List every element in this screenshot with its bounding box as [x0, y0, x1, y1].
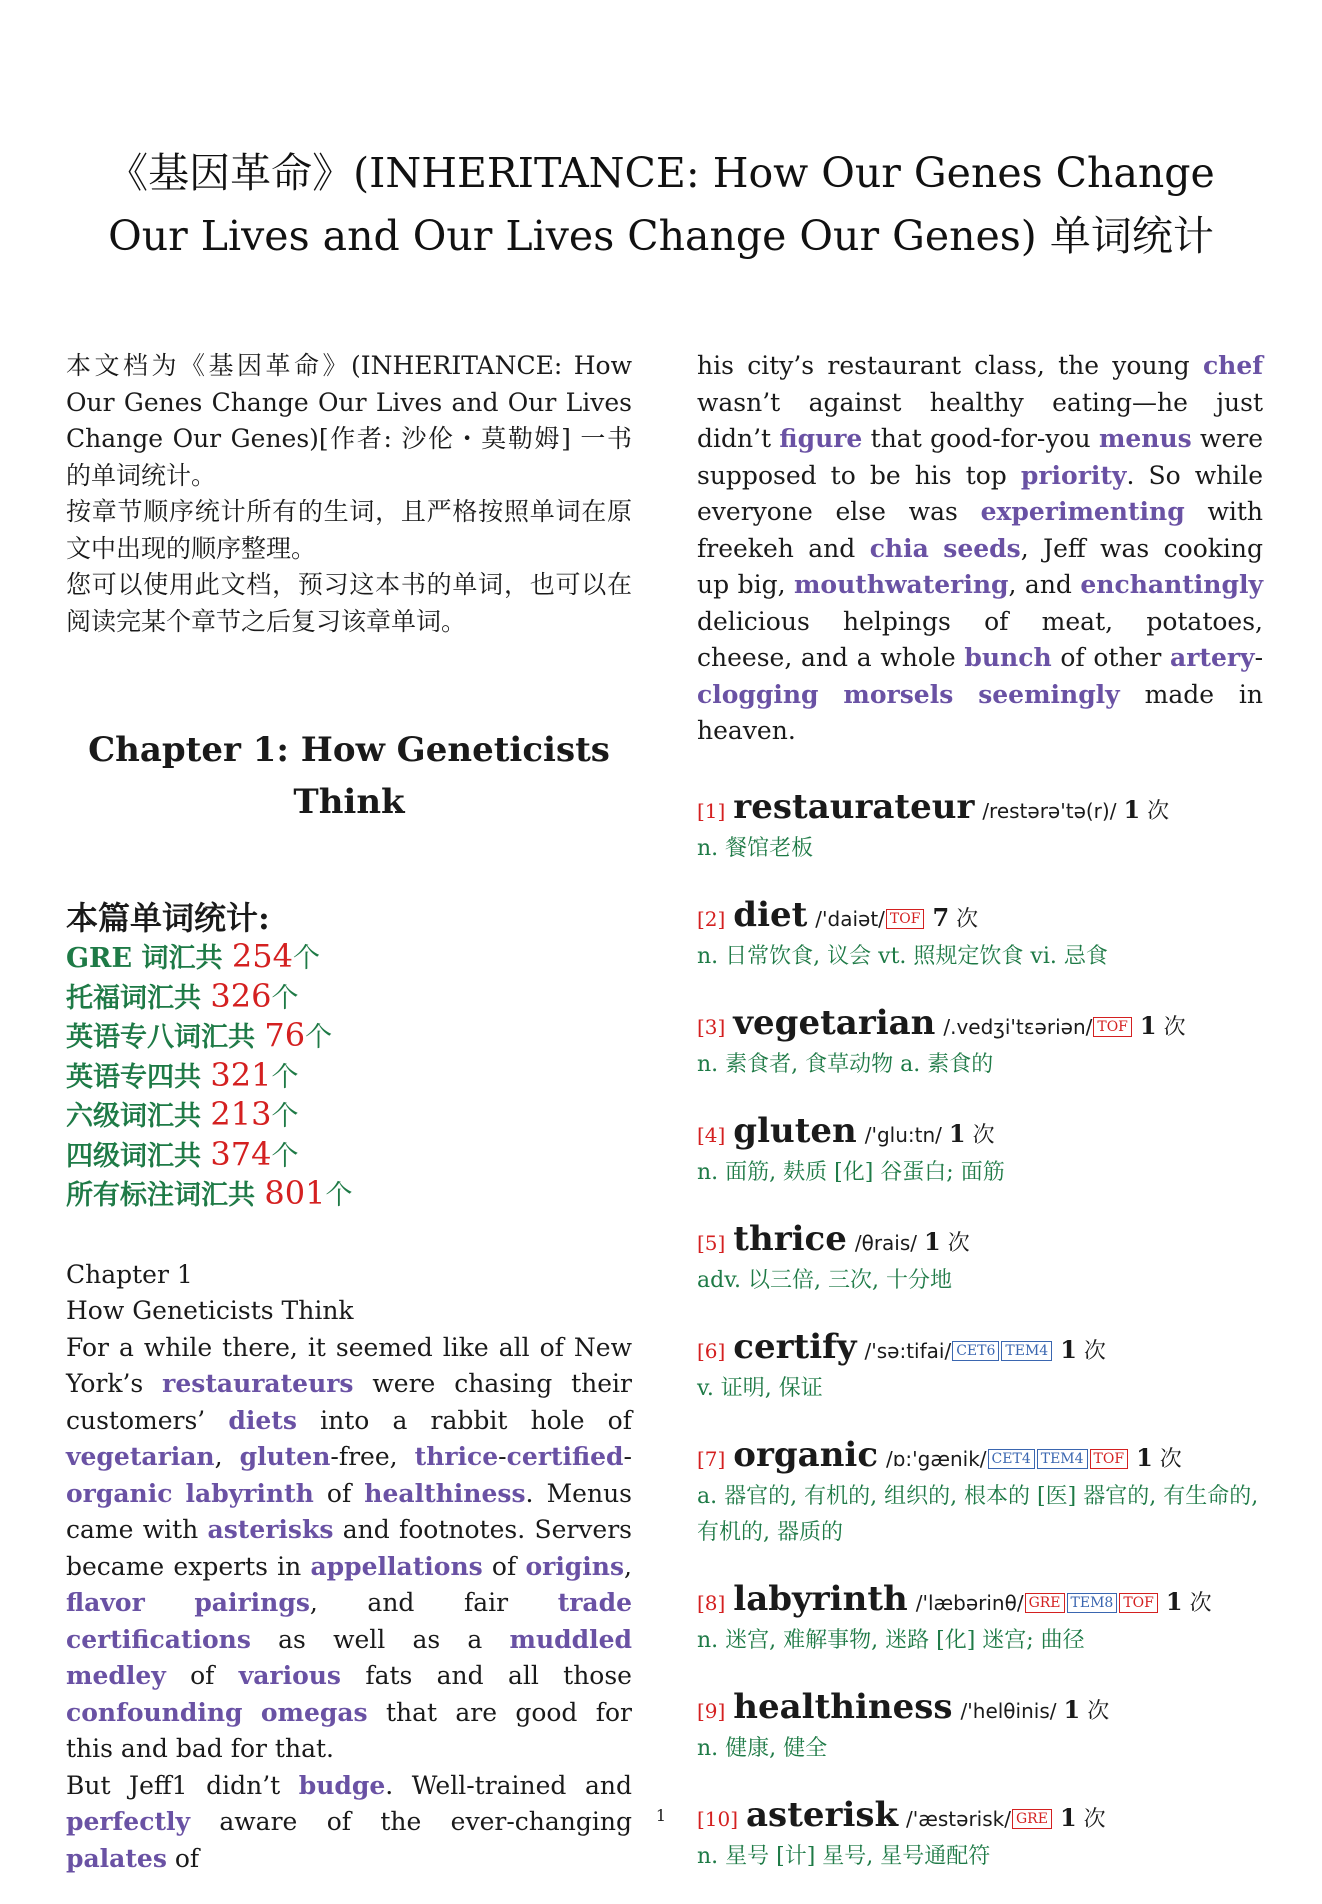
entry-phonetic: /restərə'tə(r)/ [982, 798, 1117, 823]
page-number: 1 [655, 1806, 667, 1825]
text-run: - [623, 1442, 632, 1471]
stats-row [66, 1096, 632, 1136]
vocab-word: asterisks [207, 1515, 334, 1544]
stats-row [66, 978, 632, 1018]
entry-count-unit: 次 [1189, 1590, 1212, 1616]
text-run: were chasing their customers’ [66, 1369, 632, 1435]
chapter-subtitle: How Geneticists Think [66, 1296, 354, 1325]
text-run: , [214, 1442, 240, 1471]
stats-count: 254 [231, 937, 293, 975]
stats-unit: 个 [271, 1101, 299, 1132]
entry-count-unit: 次 [1087, 1698, 1110, 1724]
vocab-word: priority [1020, 460, 1127, 490]
text-run [145, 1588, 195, 1617]
entry-phonetic: /'daiət/ [815, 906, 885, 931]
entry-phonetic: /'æstərisk/ [906, 1806, 1011, 1831]
entry-count-unit: 次 [1163, 1014, 1186, 1040]
vocab-word: various [238, 1661, 342, 1690]
entry-index: [9] [697, 1698, 726, 1723]
entry-word: labyrinth [733, 1578, 908, 1619]
vocabulary-list [697, 788, 1263, 1875]
text-run: of [313, 1478, 365, 1508]
entry-word: asterisk [746, 1794, 899, 1835]
entry-definition: n. 面筋, 麸质 [化] 谷蛋白; 面筋 [697, 1159, 1005, 1185]
text-run: of other [1051, 643, 1171, 672]
text-run: his city’s restaurant class, the young [697, 351, 1203, 380]
text-run: - [498, 1442, 507, 1471]
vocab-word: labyrinth [185, 1478, 314, 1508]
entry-head [697, 1580, 1263, 1623]
stats-label: 英语专四共 [66, 1061, 211, 1093]
text-run: , [624, 1551, 632, 1581]
entry-definition: n. 素食者, 食草动物 a. 素食的 [697, 1051, 994, 1077]
stats-label: 英语专八词汇共 [66, 1022, 265, 1053]
entry-count-unit: 次 [1083, 1806, 1106, 1832]
entry-count-number: 7 [932, 902, 950, 932]
entry-word: diet [733, 894, 808, 935]
vocab-word: figure [779, 424, 863, 453]
vocab-entry [697, 1112, 1263, 1191]
vocab-word: menus [1098, 424, 1192, 453]
vocab-word: bunch [964, 643, 1052, 672]
stats-row [66, 938, 632, 978]
entry-count-number: 1 [1060, 1334, 1077, 1364]
exam-tag: TOF [1090, 1449, 1129, 1469]
entry-phonetic: /ɒ:'gænik/ [885, 1446, 987, 1471]
chapter-text [66, 1257, 632, 1878]
entry-count [1116, 794, 1170, 824]
stats-unit: 个 [271, 982, 299, 1014]
exam-tag: TEM4 [1001, 1341, 1052, 1361]
entry-head [697, 896, 1263, 939]
text-run: . Well-trained and [385, 1770, 632, 1800]
entry-index: [8] [697, 1590, 726, 1615]
vocab-word: appellations [310, 1551, 483, 1581]
vocab-word: mouthwatering [793, 570, 1009, 599]
entry-word: healthiness [733, 1686, 953, 1727]
stats-label: 四级词汇共 [66, 1140, 211, 1172]
text-run: with freekeh and [697, 497, 1263, 563]
exam-tag: GRE [1025, 1593, 1065, 1613]
exam-tag: TOF [886, 909, 925, 929]
entry-head [697, 1688, 1263, 1731]
text-run: , and [1008, 570, 1081, 599]
text-paragraph-continued [697, 348, 1263, 750]
exam-tag: TEM4 [1037, 1449, 1088, 1469]
stats-count: 213 [210, 1095, 272, 1133]
stats-count: 76 [264, 1016, 306, 1054]
stats-row [66, 1017, 632, 1057]
text-run: , Jeff was cooking up big, [697, 533, 1263, 599]
text-paragraph [66, 1330, 632, 1768]
entry-count [1057, 1694, 1110, 1724]
vocab-word: morsels [843, 679, 954, 709]
entry-count-unit: 次 [947, 1230, 970, 1256]
stats-label: 六级词汇共 [66, 1101, 211, 1132]
text-run: that are good for this and bad for that. [66, 1697, 633, 1763]
entry-count [925, 902, 979, 932]
entry-phonetic: /'helθinis/ [960, 1698, 1057, 1723]
entry-head [697, 1004, 1263, 1047]
stats-label: 托福词汇共 [66, 982, 211, 1014]
entry-count-unit: 次 [1083, 1338, 1106, 1364]
stats-row [66, 1057, 632, 1097]
text-run: that good-for-you [862, 424, 1099, 453]
stats-row [66, 1136, 632, 1176]
entry-count-unit: 次 [956, 906, 979, 932]
stats-count: 374 [210, 1134, 272, 1173]
stats-unit: 个 [271, 1140, 299, 1172]
exam-tag: CET4 [988, 1449, 1035, 1469]
entry-count-number: 1 [1165, 1586, 1183, 1616]
left-column [66, 348, 632, 1877]
text-run: of [482, 1551, 526, 1581]
entry-phonetic: /'læbərinθ/ [915, 1590, 1024, 1615]
entry-index: [10] [697, 1806, 739, 1831]
stats-count: 321 [210, 1055, 272, 1094]
text-run: fats and all those [341, 1661, 632, 1690]
entry-index: [7] [697, 1446, 726, 1471]
entry-count [942, 1118, 995, 1148]
entry-head [697, 788, 1263, 831]
vocab-word: artery [1170, 643, 1255, 672]
document-title: 《基因革命》(INHERITANCE: How Our Genes Change Our Lives and Our Lives Change Our Genes) 单词统计 [107, 149, 1215, 260]
stats-unit: 个 [271, 1061, 299, 1093]
vocab-word: origins [525, 1551, 625, 1581]
text-run: were supposed to be his top [697, 424, 1263, 490]
text-run [243, 1698, 261, 1727]
vocab-word: certifications [66, 1624, 251, 1654]
text-run: -free, [330, 1442, 415, 1471]
text-run: and footnotes. Servers became experts in [66, 1515, 633, 1581]
vocab-word: seemingly [978, 679, 1120, 709]
text-run [172, 1479, 185, 1508]
entry-count-number: 1 [1136, 1442, 1153, 1472]
text-run: wasn’t against healthy eating—he just didn’t [697, 387, 1263, 453]
entry-count-number: 1 [948, 1118, 966, 1148]
exam-tag: GRE [1012, 1809, 1052, 1829]
entry-definition: a. 器官的, 有机的, 组织的, 根本的 [医] 器官的, 有生命的, 有机的, 器质的 [697, 1483, 1259, 1545]
vocab-word: omegas [260, 1697, 368, 1727]
vocab-word: gluten [239, 1442, 331, 1471]
entry-count [1159, 1586, 1212, 1616]
vocab-word: diets [228, 1405, 297, 1435]
vocab-entry [697, 1436, 1263, 1551]
entry-count [1129, 1442, 1182, 1472]
intro-section [66, 348, 632, 640]
entry-definition: n. 迷宫, 难解事物, 迷路 [化] 迷宫; 曲径 [697, 1627, 1085, 1653]
entry-definition: n. 星号 [计] 星号, 星号通配符 [697, 1843, 991, 1869]
text-run: But Jeff1 didn’t [66, 1770, 299, 1800]
entry-index: [3] [697, 1014, 726, 1039]
vocab-word: budge [298, 1770, 386, 1800]
entry-head [697, 1328, 1263, 1371]
vocab-word: seeds [943, 533, 1021, 563]
entry-definition: adv. 以三倍, 三次, 十分地 [697, 1267, 952, 1293]
text-run: into a rabbit hole of [296, 1405, 632, 1435]
vocab-word: clogging [697, 679, 819, 709]
text-run: - [1254, 643, 1264, 672]
entry-phonetic: /θrais/ [854, 1230, 918, 1255]
entry-definition: n. 健康, 健全 [697, 1735, 828, 1761]
stats-count: 326 [210, 976, 272, 1015]
stats-count: 801 [264, 1174, 326, 1212]
vocab-word: muddled [509, 1624, 632, 1654]
text-run: delicious helpings of meat, potatoes, cheese, and a whole [697, 606, 1263, 672]
vocab-word: medley [66, 1661, 166, 1690]
exam-tag: TOF [1119, 1593, 1158, 1613]
entry-head [697, 1220, 1263, 1263]
intro-paragraph: 您可以使用此文档，预习这本书的单词，也可以在阅读完某个章节之后复习该章单词。 [66, 570, 632, 636]
entry-word: organic [733, 1434, 879, 1475]
vocab-word: confounding [66, 1697, 243, 1727]
vocab-word: experimenting [980, 497, 1185, 526]
vocab-entry [697, 1220, 1263, 1299]
vocab-entry [697, 788, 1263, 867]
vocab-word: flavor [66, 1588, 145, 1617]
intro-paragraph: 按章节顺序统计所有的生词，且严格按照单词在原文中出现的顺序整理。 [66, 497, 632, 563]
text-run: , and fair [309, 1588, 558, 1617]
stats-label: 所有标注词汇共 [66, 1180, 265, 1211]
vocab-entry [697, 1580, 1263, 1659]
chapter-label: Chapter 1 [66, 1259, 193, 1289]
right-column [697, 348, 1263, 1904]
entry-word: vegetarian [733, 1002, 936, 1043]
entry-count-number: 1 [1123, 794, 1141, 824]
entry-index: [5] [697, 1230, 726, 1255]
text-run: . So while everyone else was [697, 460, 1263, 526]
stats-title: 本篇单词统计: [66, 899, 270, 937]
stats-row [66, 1175, 632, 1215]
entry-count-number: 1 [924, 1226, 941, 1256]
exam-tag: TOF [1093, 1017, 1132, 1037]
entry-count [917, 1226, 970, 1256]
text-run: of [165, 1661, 239, 1690]
text-run [929, 534, 943, 563]
vocab-word: healthiness [364, 1478, 526, 1508]
entry-head [697, 1436, 1263, 1479]
stats-unit: 个 [305, 1022, 333, 1053]
stats-list [66, 938, 632, 1215]
vocab-word: trade [557, 1588, 632, 1617]
entry-count [1053, 1334, 1106, 1364]
vocab-word: chia [869, 533, 929, 563]
chapter-heading: Chapter 1: How Geneticists Think [88, 730, 610, 822]
stats-unit: 个 [325, 1180, 353, 1211]
entry-word: restaurateur [733, 786, 975, 827]
vocab-entry [697, 1688, 1263, 1767]
entry-count [1133, 1010, 1186, 1040]
stats-label: GRE 词汇共 [66, 943, 232, 974]
entry-count-unit: 次 [972, 1122, 995, 1148]
vocab-word: thrice [414, 1442, 499, 1471]
entry-index: [6] [697, 1338, 726, 1363]
entry-phonetic: /'glu:tn/ [864, 1122, 942, 1147]
text-run: as well as a [250, 1624, 510, 1654]
vocab-word: chef [1202, 351, 1263, 380]
entry-definition: n. 餐馆老板 [697, 835, 814, 861]
vocab-word: pairings [194, 1588, 310, 1617]
entry-phonetic: /'sə:tifai/ [864, 1338, 952, 1363]
intro-paragraph: 本文档为《基因革命》(INHERITANCE: How Our Genes Change Our Lives and Our Lives Change Our Genes)[作者: 沙伦・莫勒姆] 一书的单词统计。 [66, 351, 632, 490]
entry-index: [2] [697, 906, 726, 931]
vocab-word: organic [66, 1478, 173, 1508]
text-run [819, 680, 844, 709]
entry-word: certify [733, 1326, 857, 1367]
vocab-word: vegetarian [66, 1442, 215, 1471]
vocab-entry [697, 1328, 1263, 1407]
vocab-word: perfectly [66, 1807, 191, 1836]
entry-word: gluten [733, 1110, 857, 1151]
vocab-entry [697, 896, 1263, 975]
entry-count-unit: 次 [1159, 1446, 1182, 1472]
stats-unit: 个 [292, 943, 320, 974]
vocab-word: enchantingly [1080, 570, 1263, 599]
exam-tag: TEM8 [1067, 1593, 1118, 1613]
vocab-word: certified [506, 1442, 624, 1471]
entry-count-number: 1 [1139, 1010, 1157, 1040]
text-run: of [166, 1843, 200, 1873]
text-run: made in heaven. [697, 679, 1264, 745]
vocab-word: restaurateurs [162, 1369, 354, 1398]
entry-index: [1] [697, 798, 726, 823]
entry-index: [4] [697, 1122, 726, 1147]
text-run: . Menus came with [66, 1478, 632, 1544]
entry-head [697, 1112, 1263, 1155]
entry-count-number: 1 [1063, 1694, 1081, 1724]
entry-definition: v. 证明, 保证 [697, 1375, 823, 1401]
entry-phonetic: /.vedʒi'tɛəriən/ [943, 1014, 1093, 1039]
text-run: For a while there, it seemed like all of New York’s [66, 1332, 632, 1398]
entry-definition: n. 日常饮食, 议会 vt. 照规定饮食 vi. 忌食 [697, 943, 1108, 969]
entry-count-unit: 次 [1147, 798, 1170, 824]
text-run: aware of the ever-changing [190, 1807, 632, 1836]
text-run [953, 680, 978, 709]
vocab-entry [697, 1004, 1263, 1083]
exam-tag: CET6 [952, 1341, 999, 1361]
entry-count-number: 1 [1059, 1802, 1077, 1832]
vocab-word: palates [66, 1843, 167, 1873]
entry-word: thrice [733, 1218, 847, 1259]
